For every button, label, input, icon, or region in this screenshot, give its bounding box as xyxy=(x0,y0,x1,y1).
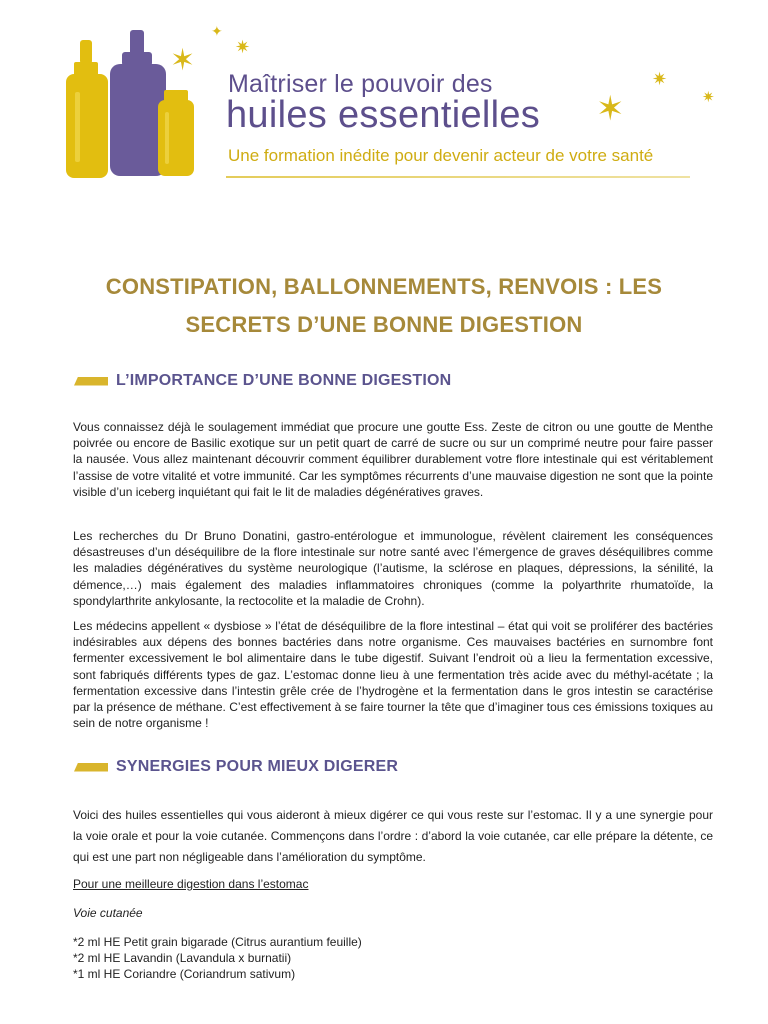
section-heading-importance xyxy=(74,372,451,390)
paragraph: Vous connaissez déjà le soulagement immédiat que procure une goutte Ess. Zeste de citron ou une goutte de Menthe poivrée ou encore de Basilic exotique sur un petit quart de carré de sucre ou sur un comprimé neutre pour faire passer la nausée. Vous allez maintenant découvrir comment équilibrer durablement votre flore intestinale qui est véritablement l’assise de votre vitalité et votre immunité. Car les symptômes récurrents d’une mauvaise digestion ne sont que la pointe visible d’un iceberg inquiétant qui fait le lit de maladies dégénératives graves. xyxy=(73,420,713,499)
sparkle-icon: ✶ xyxy=(596,90,625,128)
list-item: *2 ml HE Petit grain bigarade (Citrus aurantium feuille) xyxy=(73,935,362,949)
paragraph: Voici des huiles essentielles qui vous aideront à mieux digérer ce qui vous reste sur l’estomac. Il y a une synergie pour la voie orale et pour la voie cutanée. Commençons dans l’ordre : d’abord la voie cutanée, car elle prépare la détente, ce qui est une part non négligeable dans l’amélioration du symptôme. xyxy=(73,808,713,864)
paragraph: Les recherches du Dr Bruno Donatini, gastro-entérologue et immunologue, révèlent clairement les conséquences désastreuses d’un déséquilibre de la flore intestinale sur notre santé avec l’émergence de graves déséquilibres comme les maladies dégénératives du système neurologique (l’autisme, la sclérose en plaques, dépressions, la sénilité, la démence,…) mais également des maladies inflammatoires chroniques (comme la polyarthrite rhumatoïde, la spondylarthrite ankylosante, la rectocolite et la maladie de Crohn). xyxy=(73,529,713,608)
heading-marker-icon xyxy=(74,763,108,772)
sparkle-icon: ✷ xyxy=(702,89,715,106)
list-item: *2 ml HE Lavandin (Lavandula x burnatii) xyxy=(73,951,292,965)
sparkle-icon: ✷ xyxy=(235,37,251,57)
list-item: *1 ml HE Coriandre (Coriandrum sativum) xyxy=(73,967,296,981)
page-title-line1: CONSTIPATION, BALLONNEMENTS, RENVOIS : LES xyxy=(105,274,663,299)
page-title-line2: SECRETS D’UNE BONNE DIGESTION xyxy=(185,312,583,337)
section-heading-text: SYNERGIES POUR MIEUX DIGERER xyxy=(116,758,399,775)
brand-header xyxy=(0,0,768,200)
section-heading-text: L’IMPORTANCE D’UNE BONNE DIGESTION xyxy=(116,372,452,389)
sparkle-icon: ✶ xyxy=(170,44,196,77)
brand-title-line1: Maîtriser le pouvoir des xyxy=(228,70,493,98)
brand-underline xyxy=(226,176,690,178)
sparkle-icon: ✦ xyxy=(211,23,223,39)
heading-marker-icon xyxy=(74,377,108,386)
brand-tagline: Une formation inédite pour devenir acteur de votre santé xyxy=(228,146,654,165)
page-title xyxy=(80,268,688,344)
sparkle-icon: ✷ xyxy=(652,69,668,89)
paragraph: Les médecins appellent « dysbiose » l’état de déséquilibre de la flore intestinal – état qui voit se proliférer des bactéries indésirables aux dépens des bonnes bactéries dans notre organisme. Ces mauvaises bactéries en surnombre font fermenter excessivement le bol alimentaire dans le tube digestif. Suivant l’endroit où a lieu la fermentation excessive, sont fabriqués différents types de gaz. L’estomac donne lieu à une fermentation très acide avec du méthyl-acétate ; la fermentation excessive dans l’intestin grêle crée de l’hydrogène et la fermentation dans le gros intestin se caractérise par la présence de méthane. C’est effectivement à se faire tourner la tête que d’imaginer tous ces émissions toxiques au sein de notre organisme ! xyxy=(73,619,713,731)
section-heading-synergies xyxy=(74,758,398,776)
route-label: Voie cutanée xyxy=(73,906,143,920)
brand-title-line2: huiles essentielles xyxy=(226,94,541,136)
subheading: Pour une meilleure digestion dans l’estomac xyxy=(73,877,309,891)
